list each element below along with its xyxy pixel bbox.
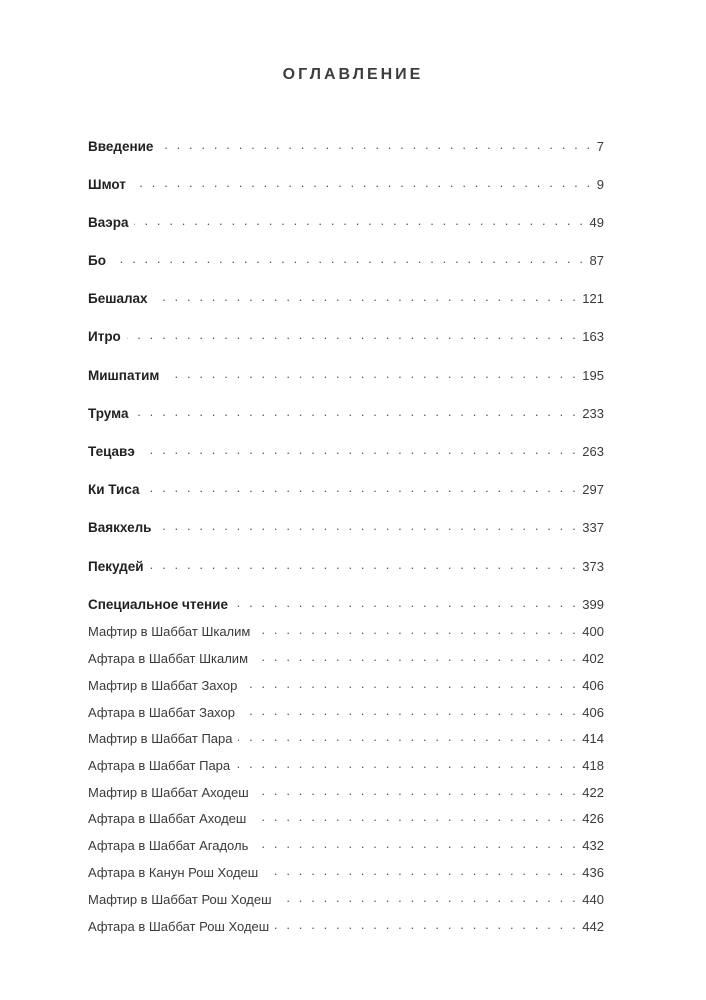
dot-leader bbox=[127, 327, 578, 341]
toc-subentry-label: Мафтир в Шаббат Шкалим bbox=[88, 624, 251, 639]
toc-subentry-label: Мафтир в Шаббат Пара bbox=[88, 731, 233, 746]
dot-leader bbox=[141, 442, 578, 456]
toc-subentry-label: Афтара в Шаббат Агадоль bbox=[88, 838, 249, 853]
toc-entry-label: Мишпатим bbox=[88, 368, 160, 383]
dot-leader bbox=[146, 480, 579, 494]
dot-leader bbox=[278, 890, 579, 904]
dot-leader bbox=[134, 213, 585, 227]
toc-subentry-label: Афтара в Шаббат Захор bbox=[88, 705, 235, 720]
toc-subentry-label: Афтара в Канун Рош Ходеш bbox=[88, 865, 259, 880]
toc-entry-page: 163 bbox=[582, 329, 604, 344]
dot-leader bbox=[112, 251, 586, 265]
toc-subentry-page: 426 bbox=[582, 811, 604, 826]
dot-leader bbox=[236, 756, 578, 770]
dot-leader bbox=[157, 518, 578, 532]
toc-entry-page: 121 bbox=[582, 291, 604, 306]
toc-entry-page: 297 bbox=[582, 482, 604, 497]
toc-entry[interactable] bbox=[88, 175, 604, 195]
toc-entry[interactable] bbox=[88, 595, 604, 615]
toc-entry-page: 195 bbox=[582, 368, 604, 383]
toc-subentry-page: 422 bbox=[582, 785, 604, 800]
toc-entry-page: 373 bbox=[582, 559, 604, 574]
dot-leader bbox=[150, 557, 579, 571]
toc-entry-label: Тецавэ bbox=[88, 444, 135, 459]
dot-leader bbox=[154, 289, 579, 303]
dot-leader bbox=[238, 729, 578, 743]
dot-leader bbox=[243, 676, 578, 690]
toc-entry[interactable] bbox=[88, 518, 604, 538]
toc-entry[interactable] bbox=[88, 557, 604, 577]
toc-subentry-page: 440 bbox=[582, 892, 604, 907]
toc-subentry-page: 418 bbox=[582, 758, 604, 773]
toc-entry[interactable] bbox=[88, 404, 604, 424]
toc-subentry[interactable] bbox=[88, 917, 604, 937]
page-title: ОГЛАВЛЕНИЕ bbox=[282, 66, 424, 83]
dot-leader bbox=[132, 175, 593, 189]
toc-entry-page: 233 bbox=[582, 406, 604, 421]
dot-leader bbox=[275, 917, 578, 931]
dot-leader bbox=[254, 649, 578, 663]
toc-entry-label: Ки Тиса bbox=[88, 482, 140, 497]
toc-entry-label: Итро bbox=[88, 329, 121, 344]
toc-subentry-page: 432 bbox=[582, 838, 604, 853]
dot-leader bbox=[234, 595, 578, 609]
toc-entry[interactable] bbox=[88, 289, 604, 309]
toc-entry-label: Бо bbox=[88, 253, 106, 268]
toc-subentry-label: Мафтир в Шаббат Захор bbox=[88, 678, 238, 693]
toc-subentry-page: 442 bbox=[582, 919, 604, 934]
toc-subentry-page: 406 bbox=[582, 678, 604, 693]
toc-entry[interactable] bbox=[88, 213, 604, 233]
toc-entry-label: Пекудей bbox=[88, 559, 144, 574]
toc-subentry[interactable] bbox=[88, 890, 604, 910]
dot-leader bbox=[165, 366, 578, 380]
dot-leader bbox=[252, 809, 578, 823]
toc-subentry[interactable] bbox=[88, 863, 604, 883]
toc-subentry-page: 436 bbox=[582, 865, 604, 880]
toc-entry-page: 263 bbox=[582, 444, 604, 459]
toc-entry[interactable] bbox=[88, 480, 604, 500]
toc-entry-page: 399 bbox=[582, 597, 604, 612]
toc-subentry[interactable] bbox=[88, 756, 604, 776]
toc-subentry-label: Афтара в Шаббат Рош Ходеш bbox=[88, 919, 270, 934]
toc-entry-page: 9 bbox=[596, 177, 604, 192]
toc-entry[interactable] bbox=[88, 251, 604, 271]
dot-leader bbox=[241, 703, 578, 717]
toc-subentry-label: Мафтир в Шаббат Рош Ходеш bbox=[88, 892, 272, 907]
toc-entry-page: 7 bbox=[596, 139, 604, 154]
dot-leader bbox=[256, 622, 578, 636]
toc-subentry[interactable] bbox=[88, 622, 604, 642]
toc-entry-label: Ваякхель bbox=[88, 520, 152, 535]
toc-entry-page: 337 bbox=[582, 520, 604, 535]
toc-entry-label: Специальное чтение bbox=[88, 597, 228, 612]
toc-entry-label: Введение bbox=[88, 139, 154, 154]
toc-subentry-page: 406 bbox=[582, 705, 604, 720]
toc-subentry[interactable] bbox=[88, 676, 604, 696]
toc-subentry-label: Афтара в Шаббат Шкалим bbox=[88, 651, 249, 666]
toc-entry-label: Шмот bbox=[88, 177, 126, 192]
toc-subentry[interactable] bbox=[88, 729, 604, 749]
toc-subentry[interactable] bbox=[88, 836, 604, 856]
toc-entry-label: Ваэра bbox=[88, 215, 129, 230]
toc-subentry-page: 414 bbox=[582, 731, 604, 746]
toc-subentry[interactable] bbox=[88, 783, 604, 803]
dot-leader bbox=[264, 863, 578, 877]
toc-entry-page: 49 bbox=[589, 215, 604, 230]
toc-subentry[interactable] bbox=[88, 809, 604, 829]
dot-leader bbox=[254, 836, 578, 850]
toc-subentry-label: Афтара в Шаббат Аходеш bbox=[88, 811, 247, 826]
toc-subentry-label: Афтара в Шаббат Пара bbox=[88, 758, 231, 773]
toc-subentry-label: Мафтир в Шаббат Аходеш bbox=[88, 785, 249, 800]
toc-subentry-page: 402 bbox=[582, 651, 604, 666]
toc-subentry-page: 400 bbox=[582, 624, 604, 639]
dot-leader bbox=[134, 404, 578, 418]
toc-entry[interactable] bbox=[88, 366, 604, 386]
toc-entry-label: Трума bbox=[88, 406, 129, 421]
dot-leader bbox=[255, 783, 579, 797]
dot-leader bbox=[159, 137, 592, 151]
toc-subentry[interactable] bbox=[88, 703, 604, 723]
toc-entry-label: Бешалах bbox=[88, 291, 148, 306]
toc-subentry[interactable] bbox=[88, 649, 604, 669]
toc-entry[interactable] bbox=[88, 137, 604, 157]
toc-entry[interactable] bbox=[88, 442, 604, 462]
toc-entry[interactable] bbox=[88, 327, 604, 347]
toc-entry-page: 87 bbox=[589, 253, 604, 268]
